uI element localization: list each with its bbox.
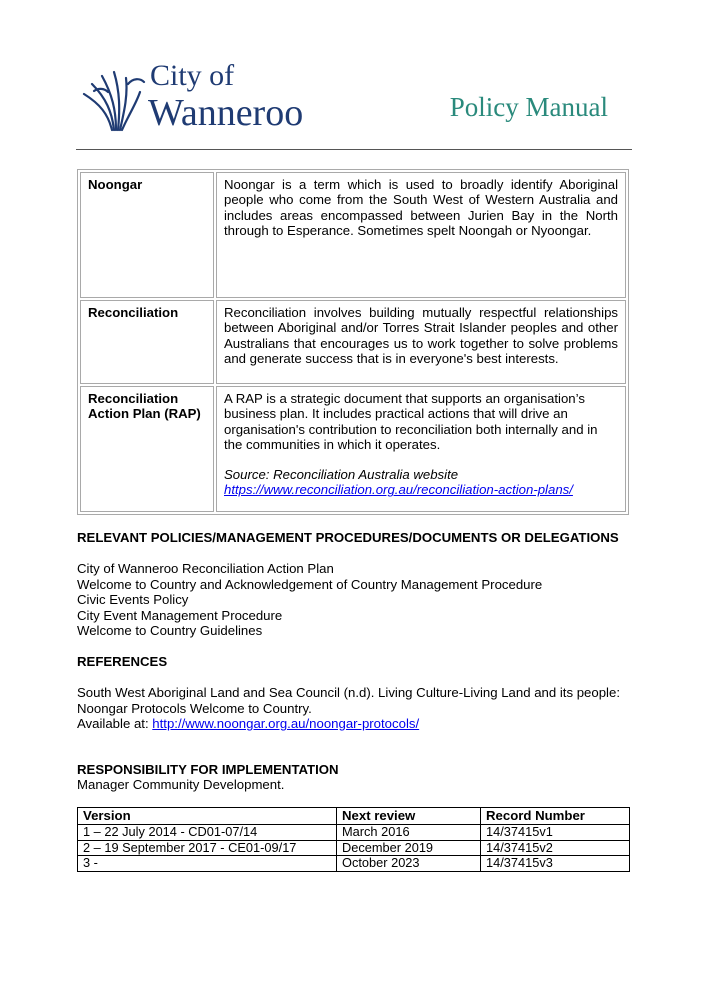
city-of-wanneroo-logo-icon	[78, 64, 148, 134]
version-table	[77, 807, 630, 872]
reconciliation-australia-link[interactable]: https://www.reconciliation.org.au/reconciliation-action-plans/	[224, 482, 573, 498]
record-number-cell: 14/37415v2	[481, 840, 630, 856]
table-row	[78, 856, 630, 872]
definition-term: Reconciliation Action Plan (RAP)	[80, 386, 214, 512]
record-number-cell: 14/37415v1	[481, 825, 630, 841]
next-review-cell: March 2016	[337, 825, 481, 841]
definition-source: Source: Reconciliation Australia website	[224, 467, 459, 483]
definition-cell-rap	[216, 386, 626, 512]
version-cell: 3 -	[78, 856, 337, 872]
table-row	[78, 840, 630, 856]
references-body	[77, 685, 633, 732]
header-divider	[76, 149, 632, 150]
definition-term: Reconciliation	[80, 300, 214, 384]
next-review-cell: October 2023	[337, 856, 481, 872]
reference-available	[77, 716, 633, 732]
relevant-heading: RELEVANT POLICIES/MANAGEMENT PROCEDURES/DOCUMENTS OR DELEGATIONS	[77, 530, 619, 545]
relevant-item: Welcome to Country and Acknowledgement of Country Management Procedure	[77, 576, 543, 592]
logo-line-city-of: City of	[150, 59, 235, 92]
relevant-list	[77, 561, 633, 639]
column-header-next-review: Next review	[337, 808, 481, 825]
column-header-version: Version	[78, 808, 337, 825]
next-review-cell: December 2019	[337, 840, 481, 856]
definitions-table	[77, 169, 629, 515]
references-section	[77, 654, 633, 732]
reference-line: South West Aboriginal Land and Sea Council (n.d). Living Culture-Living Land and its people:	[77, 685, 620, 700]
relevant-section	[77, 530, 633, 639]
responsibility-section	[77, 762, 633, 793]
relevant-item: Civic Events Policy	[77, 592, 189, 607]
relevant-item: City Event Management Procedure	[77, 607, 283, 623]
definition-row-rap	[80, 386, 626, 512]
definition-term: Noongar	[80, 172, 214, 298]
definition-text: Reconciliation involves building mutually respectful relationships between Aboriginal and/or Torres Strait Islander peoples and other Australians that encourages us to work together to solve problems and generate success that is in everyone's best interests.	[216, 300, 626, 384]
definition-row-reconciliation	[80, 300, 626, 384]
available-label: Available at:	[77, 716, 153, 731]
definition-row-noongar	[80, 172, 626, 298]
logo-line-wanneroo: Wanneroo	[148, 92, 304, 134]
record-number-cell: 14/37415v3	[481, 856, 630, 872]
version-cell: 1 – 22 July 2014 - CD01-07/14	[78, 825, 337, 841]
manual-title: Policy Manual	[449, 92, 608, 122]
relevant-item: Welcome to Country Guidelines	[77, 623, 263, 638]
relevant-item: City of Wanneroo Reconciliation Action Plan	[77, 561, 334, 576]
references-heading: REFERENCES	[77, 654, 168, 669]
noongar-protocols-link[interactable]: http://www.noongar.org.au/noongar-protocols/	[152, 716, 420, 731]
table-row	[78, 825, 630, 841]
responsibility-heading: RESPONSIBILITY FOR IMPLEMENTATION	[77, 762, 339, 777]
reference-line: Noongar Protocols Welcome to Country.	[77, 700, 312, 716]
definition-text: Noongar is a term which is used to broadly identify Aboriginal people who come from the South West of Western Australia and includes areas encompassed between Jurien Bay in the North through to Esperance. Sometimes spelt Noongah or Nyoongar.	[216, 172, 626, 298]
definition-text: A RAP is a strategic document that supports an organisation’s business plan. It includes practical actions that will drive an organisation's contribution to reconciliation both internally and in the communities in which it operates.	[224, 391, 598, 452]
version-header-row	[78, 808, 630, 825]
version-cell: 2 – 19 September 2017 - CE01-09/17	[78, 840, 337, 856]
column-header-record-number: Record Number	[481, 808, 630, 825]
responsibility-text: Manager Community Development.	[77, 777, 285, 792]
